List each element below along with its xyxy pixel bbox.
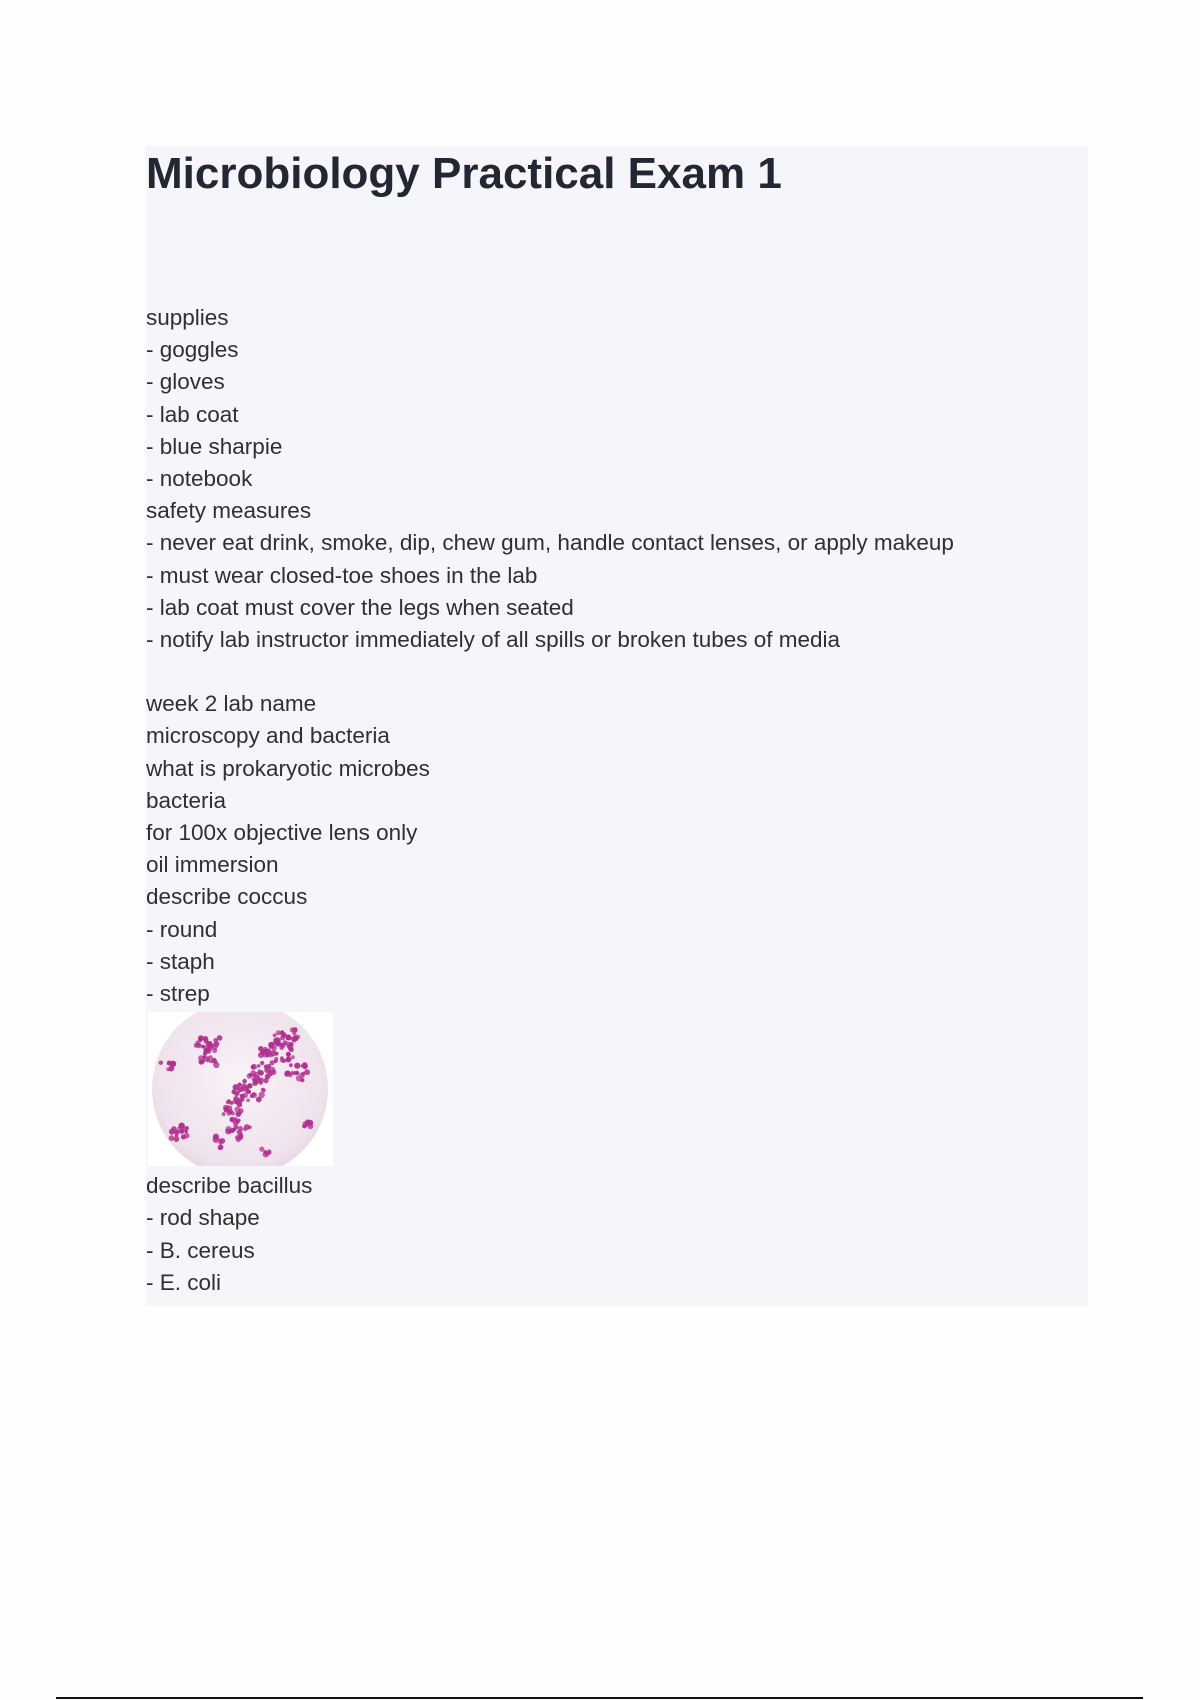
coccus-cell (233, 1119, 239, 1125)
supplies-heading: supplies (146, 305, 229, 330)
list-item: - never eat drink, smoke, dip, chew gum, handle contact lenses, or apply makeup (146, 530, 954, 556)
coccus-cell (281, 1032, 287, 1038)
coccus-cell (241, 1098, 245, 1102)
coccus-cell (225, 1126, 231, 1132)
coccus-cell (258, 1046, 263, 1051)
coccus-cell (204, 1039, 209, 1044)
coccus-cell (200, 1060, 205, 1065)
coccus-cell (217, 1035, 223, 1041)
coccus-cell (234, 1091, 239, 1096)
coccus-cell (246, 1099, 250, 1103)
coccus-cell (281, 1043, 286, 1048)
coccus-cell (260, 1061, 264, 1065)
page-bottom-rule (56, 1697, 1143, 1699)
coccus-cell (272, 1045, 277, 1050)
coccus-cell (304, 1069, 310, 1075)
coccus-cell (239, 1134, 243, 1138)
coccus-heading: describe coccus (146, 884, 308, 910)
coccus-cell (300, 1078, 304, 1082)
blank-line (146, 656, 1088, 688)
coccus-cell (233, 1128, 237, 1132)
coccus-cell (266, 1152, 270, 1156)
coccus-cell (286, 1052, 291, 1057)
coccus-cell (168, 1066, 174, 1072)
coccus-cell (203, 1052, 207, 1056)
note-content (146, 146, 1088, 1306)
note-lines (146, 302, 1088, 1299)
coccus-cell (254, 1080, 259, 1085)
coccus-cell (179, 1129, 184, 1134)
qa-question: for 100x objective lens only (146, 820, 418, 845)
list-item: - staph (146, 948, 215, 974)
coccus-cell (263, 1078, 268, 1083)
coccus-cell (294, 1063, 300, 1069)
coccus-cell (236, 1112, 241, 1117)
coccus-cell (292, 1039, 296, 1043)
cocci-micrograph-image (148, 1012, 333, 1166)
coccus-cell (263, 1047, 267, 1051)
coccus-cell (264, 1067, 270, 1073)
coccus-cell (169, 1135, 175, 1141)
coccus-cell (251, 1064, 257, 1070)
coccus-cell (159, 1061, 163, 1065)
qa-answer: bacteria (146, 787, 227, 813)
coccus-cell (275, 1052, 279, 1056)
coccus-cell (212, 1048, 217, 1053)
bacillus-heading: describe bacillus (146, 1173, 313, 1199)
coccus-cell (236, 1102, 242, 1108)
list-item: - E. coli (146, 1269, 222, 1295)
coccus-cell (256, 1097, 262, 1103)
list-item: - rod shape (146, 1205, 260, 1231)
coccus-cell (302, 1062, 308, 1068)
coccus-cell (233, 1084, 239, 1090)
coccus-cell (275, 1037, 281, 1043)
coccus-cell (292, 1027, 297, 1032)
coccus-cell (213, 1135, 218, 1140)
list-item: - lab coat must cover the legs when seated (146, 594, 574, 620)
coccus-cell (181, 1135, 185, 1139)
list-item: - must wear closed-toe shoes in the lab (146, 562, 538, 588)
micrograph-icon (148, 1012, 333, 1166)
coccus-cell (274, 1059, 278, 1063)
coccus-cell (290, 1071, 294, 1075)
coccus-cell (286, 1042, 291, 1047)
coccus-cell (218, 1139, 222, 1143)
coccus-cell (282, 1059, 286, 1063)
coccus-cell (207, 1045, 213, 1051)
qa-answer: oil immersion (146, 852, 279, 878)
qa-answer: microscopy and bacteria (146, 723, 390, 749)
coccus-cell (213, 1060, 217, 1064)
coccus-cell (242, 1079, 247, 1084)
coccus-cell (269, 1053, 274, 1058)
list-item: - blue sharpie (146, 433, 283, 459)
list-item: - goggles (146, 337, 239, 363)
coccus-cell (248, 1126, 252, 1130)
qa-question: what is prokaryotic microbes (146, 755, 430, 781)
coccus-cell (273, 1034, 277, 1038)
coccus-cell (301, 1072, 305, 1076)
list-item: - notify lab instructor immediately of all spills or broken tubes of media (146, 626, 841, 652)
list-item: - B. cereus (146, 1237, 255, 1263)
coccus-cell (174, 1136, 180, 1142)
coccus-cell (171, 1126, 177, 1132)
coccus-cell (236, 1137, 241, 1142)
safety-heading: safety measures (146, 498, 312, 524)
coccus-cell (303, 1121, 309, 1127)
list-item: - strep (146, 980, 210, 1006)
qa-question: week 2 lab name (146, 691, 317, 717)
coccus-cell (247, 1073, 253, 1079)
coccus-cell (243, 1127, 247, 1131)
page-title: Microbiology Practical Exam 1 (146, 149, 782, 198)
list-item: - notebook (146, 465, 253, 491)
coccus-cell (226, 1105, 232, 1111)
coccus-cell (246, 1089, 250, 1093)
coccus-cell (245, 1085, 249, 1089)
list-item: - lab coat (146, 401, 239, 427)
coccus-cell (289, 1063, 293, 1067)
coccus-cell (230, 1101, 234, 1105)
coccus-cell (185, 1126, 189, 1130)
coccus-cell (167, 1061, 171, 1065)
coccus-cell (222, 1112, 226, 1116)
coccus-cell (194, 1043, 199, 1048)
coccus-cell (206, 1056, 211, 1061)
coccus-cell (251, 1092, 257, 1098)
list-item: - round (146, 916, 218, 942)
coccus-cell (262, 1088, 266, 1092)
coccus-cell (201, 1045, 205, 1049)
coccus-cell (295, 1071, 299, 1075)
coccus-cell (218, 1145, 223, 1150)
coccus-cell (258, 1070, 262, 1074)
coccus-cell (198, 1035, 204, 1041)
coccus-cell (259, 1147, 264, 1152)
list-item: - gloves (146, 369, 225, 395)
coccus-cell (289, 1048, 294, 1053)
coccus-cell (257, 1064, 261, 1068)
coccus-cell (284, 1072, 289, 1077)
coccus-cell (286, 1057, 291, 1062)
